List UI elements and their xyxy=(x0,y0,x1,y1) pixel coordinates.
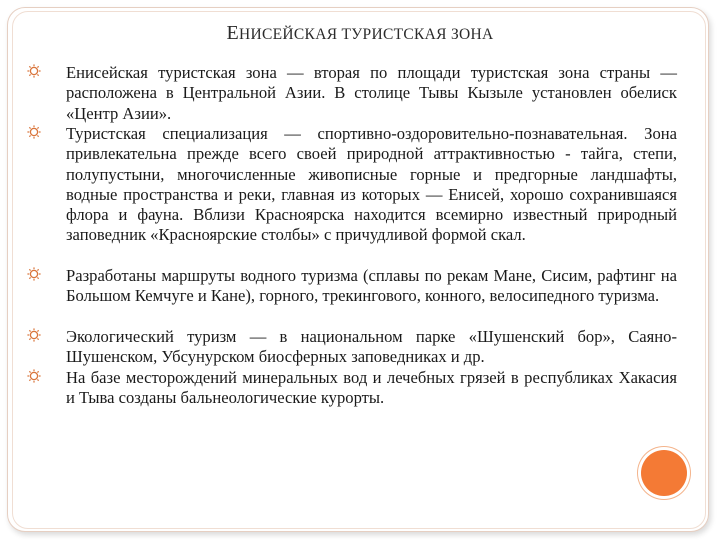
sun-ring-icon xyxy=(27,64,41,78)
list-item-text: Туристская специализация — спортивно-оздоровительно-познавательная. Зона привлекательна прежде всего своей природной аттрактивностью - тайга, степи, полупустыни, многочисленные живописные горные и предгорные ландшафты, водные пространства и реки, главная из которых — Енисей, хорошо сохранившаяся флора и фауна. Вблизи Красноярска находится всемирно известный природный заповедник «Красноярские столбы» с причудливой формой скал. xyxy=(66,124,677,245)
list-item-text: Енисейская туристская зона — вторая по площади туристская зона страны — расположена в Центральной Азии. В столице Тывы Кызыле установлен обелиск «Центр Азии». xyxy=(66,63,677,123)
sun-ring-icon xyxy=(27,267,41,281)
sun-ring-icon xyxy=(27,369,41,383)
list-item xyxy=(27,124,677,266)
list-item xyxy=(27,266,677,327)
list-item xyxy=(27,368,677,409)
list-item-text: На базе месторождений минеральных вод и лечебных грязей в республиках Хакасия и Тыва созданы бальнеологические курорты. xyxy=(66,368,677,408)
sun-ring-icon xyxy=(27,328,41,342)
title-rest: НИСЕЙСКАЯ ТУРИСТСКАЯ ЗОНА xyxy=(239,26,494,43)
list-item-text: Разработаны маршруты водного туризма (сплавы по рекам Мане, Сисим, рафтинг на Большом Кемчуге и Кане), горного, трекингового, конного, велосипедного туризма. xyxy=(66,266,677,306)
list-item xyxy=(27,63,677,124)
accent-circle xyxy=(641,450,687,496)
list-item-text: Экологический туризм — в национальном парке «Шушенский бор», Саяно-Шушенском, Убсунурском биосферных заповедниках и др. xyxy=(66,327,677,367)
bullet-list xyxy=(27,63,677,409)
list-item xyxy=(27,327,677,368)
sun-ring-icon xyxy=(27,125,41,139)
title-initial: Е xyxy=(226,22,240,44)
slide-title xyxy=(0,22,720,45)
